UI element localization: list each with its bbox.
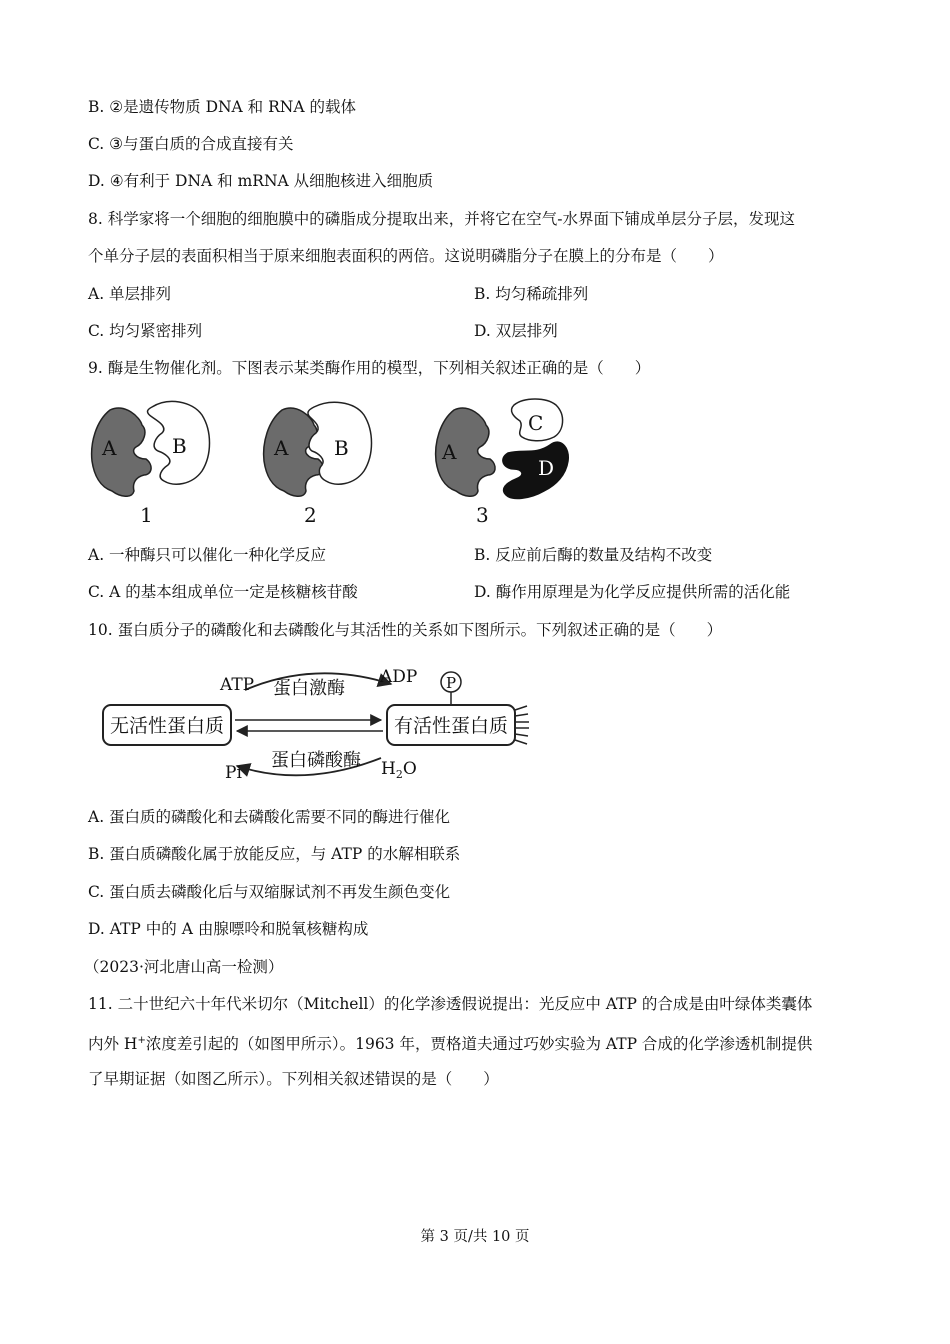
q10-option-d: D. ATP 中的 A 由腺嘌呤和脱氧核糖构成 [88,920,369,938]
q11-stem-line1: 11. 二十世纪六十年代米切尔（Mitchell）的化学渗透假说提出：光反应中 ATP 的合成是由叶绿体类囊体 [88,995,813,1013]
q9-option-b: B. 反应前后酶的数量及结构不改变 [474,546,713,564]
q11-stem-line3: 了早期证据（如图乙所示）。下列相关叙述错误的是（ ） [88,1070,499,1088]
q8-option-d: D. 双层排列 [474,322,558,340]
panel-number-1: 1 [140,503,153,527]
q8-option-c: C. 均匀紧密排列 [88,322,203,340]
label-a: A [102,436,117,460]
label-d: D [538,456,555,480]
kinase-label: 蛋白激酶 [273,678,345,699]
panel-number-3: 3 [476,503,489,527]
activity-tick-marks [515,706,529,744]
label-a: A [274,436,289,460]
q9-option-d: D. 酶作用原理是为化学反应提供所需的活化能 [474,583,791,601]
q10-option-b: B. 蛋白质磷酸化属于放能反应，与 ATP 的水解相联系 [88,845,461,863]
q8-option-b: B. 均匀稀疏排列 [474,285,589,303]
enzyme-a-shape [92,408,151,496]
source-note: （2023·河北唐山高一检测） [84,958,284,976]
panel-number-2: 2 [304,503,317,527]
q7-option-d: D. ④有利于 DNA 和 mRNA 从细胞核进入细胞质 [88,172,434,190]
product-d-shape [503,442,568,498]
q7-option-b: B. ②是遗传物质 DNA 和 RNA 的载体 [88,98,356,116]
enzyme-panel-3 [436,399,569,527]
q9-option-c: C. A 的基本组成单位一定是核糖核苷酸 [88,583,358,601]
q8-option-a: A. 单层排列 [88,285,172,303]
pi-label: Pi [225,763,242,783]
adp-label: ADP [380,667,418,687]
label-b: B [172,434,187,458]
q11-stem-line2: 内外 H+浓度差引起的（如图甲所示）。1963 年，贾格道夫通过巧妙实验为 ATP 合成的化学渗透机制提供 [88,1035,813,1054]
enzyme-panel-1 [92,401,210,527]
phosphate-label: P [445,674,457,692]
enzyme-model-figure [80,395,580,530]
label-a: A [442,440,457,464]
q8-stem-line1: 8. 科学家将一个细胞的细胞膜中的磷脂成分提取出来，并将它在空气-水界面下铺成单层分子层，发现这 [88,210,795,228]
page-footer: 第 3 页/共 10 页 [420,1229,530,1245]
phosphatase-label: 蛋白磷酸酶 [271,750,361,771]
q9-option-a: A. 一种酶只可以催化一种化学反应 [88,546,327,564]
label-b: B [334,436,349,460]
enzyme-panel-2 [264,402,372,527]
label-c: C [528,411,544,435]
q10-option-c: C. 蛋白质去磷酸化后与双缩脲试剂不再发生颜色变化 [88,883,451,901]
water-label: $H_2O$ [381,759,417,781]
q7-option-c: C. ③与蛋白质的合成直接有关 [88,135,294,153]
active-protein-label: 有活性蛋白质 [393,715,509,737]
atp-label: ATP [220,675,255,695]
q9-stem: 9. 酶是生物催化剂。下图表示某类酶作用的模型，下列相关叙述正确的是（ ） [88,359,651,377]
inactive-protein-label: 无活性蛋白质 [109,715,225,737]
phosphorylation-figure [95,660,545,790]
q8-stem-line2: 个单分子层的表面积相当于原来细胞表面积的两倍。这说明磷脂分子在膜上的分布是（ ） [88,247,724,265]
q10-stem: 10. 蛋白质分子的磷酸化和去磷酸化与其活性的关系如下图所示。下列叙述正确的是（ ） [88,621,723,639]
q10-option-a: A. 蛋白质的磷酸化和去磷酸化需要不同的酶进行催化 [88,808,451,826]
